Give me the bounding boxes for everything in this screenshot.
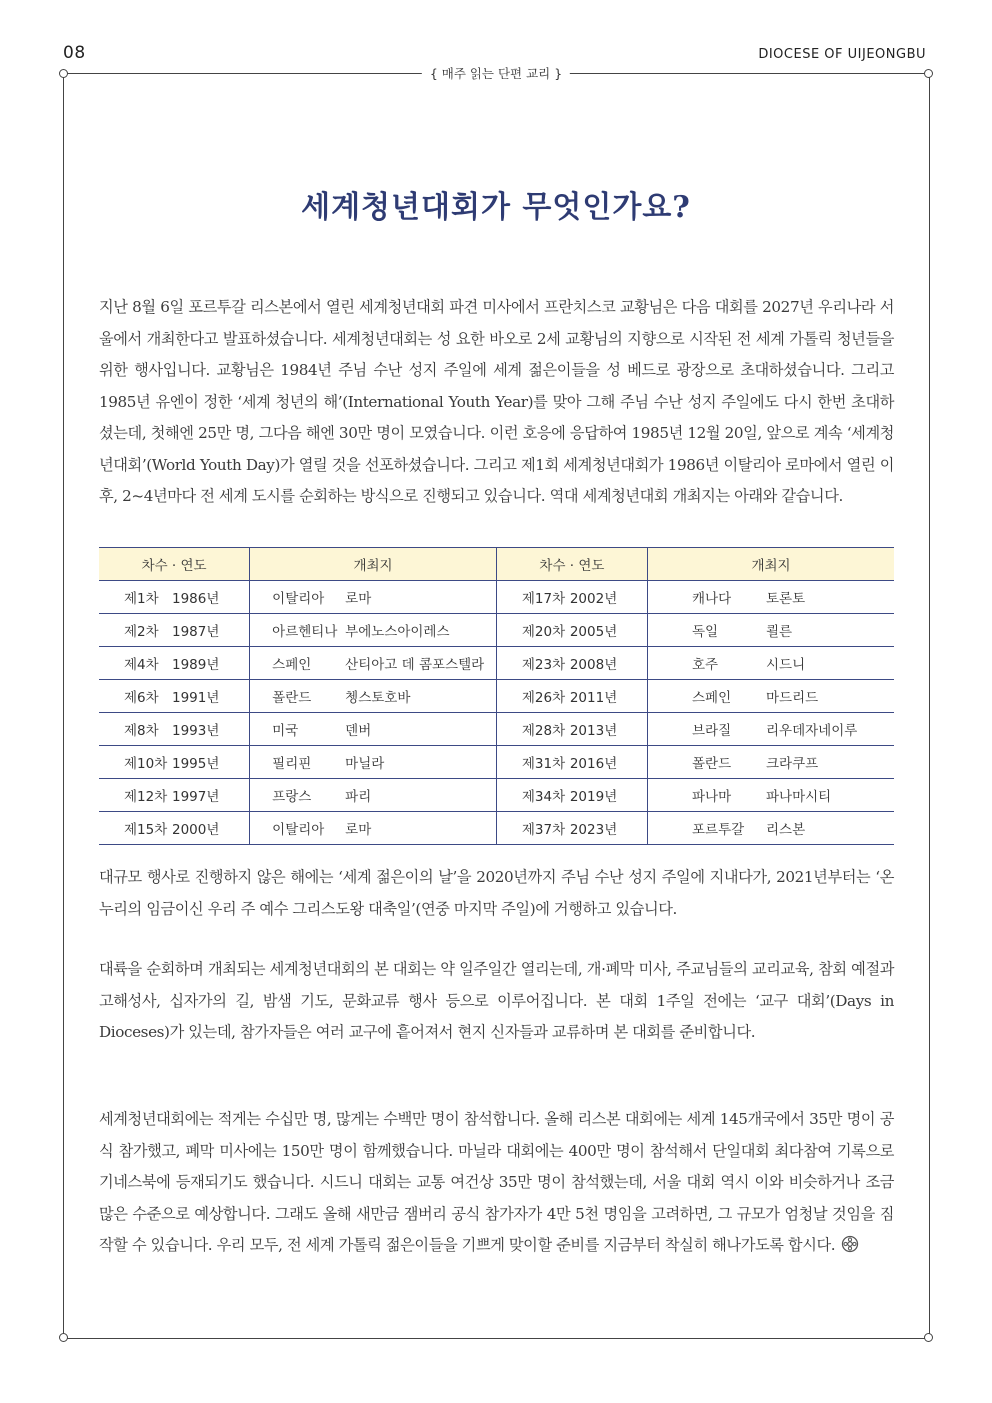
section-label: { 매주 읽는 단편 교리 } [422, 64, 570, 82]
edition-year: 1986년 [172, 591, 220, 607]
venue-city-2: 크라쿠프 [766, 756, 819, 772]
venue-country: 이탈리아 [272, 822, 325, 838]
venue-country-2: 호주 [692, 657, 719, 673]
edition-number: 제1차 [124, 591, 159, 607]
edition-number-2: 제34차 [521, 789, 566, 805]
venue-city-2: 토론토 [766, 591, 806, 607]
edition-number-2: 제20차 [521, 624, 566, 640]
table-row [99, 812, 894, 845]
edition-cell-2 [496, 812, 647, 845]
frame-corner-tr [924, 69, 933, 78]
paragraph-attendance [99, 1104, 894, 1265]
venue-country: 필리핀 [272, 756, 312, 772]
venue-city: 부에노스아이레스 [345, 624, 450, 640]
venue-country: 미국 [272, 723, 299, 739]
header-venue-2: 개최지 [648, 548, 894, 581]
edition-cell-2 [496, 680, 647, 713]
edition-cell [99, 746, 250, 779]
edition-year-2: 2011년 [569, 690, 618, 706]
article-title: 세계청년대회가 무엇인가요? [301, 190, 691, 225]
edition-number: 제12차 [124, 789, 168, 805]
paragraph-program: 대륙을 순회하며 개최되는 세계청년대회의 본 대회는 약 일주일간 열리는데, 개·폐막 미사, 주교님들의 교리교육, 참회 예절과 고해성사, 십자가의 길, 밤샘 기도, 문화교류 행사 등으로 이루어집니다. 본 대회 1주일 전에는 ‘교구 대회’(Days in Dioceses)가 있는데, 참가자들은 여러 교구에 흩어져서 현지 신자들과 교류하며 본 대회를 준비합니다. [99, 960, 894, 1041]
venue-city-2: 리우데자네이루 [766, 723, 858, 739]
edition-number: 제15차 [124, 822, 168, 838]
venue-cell [250, 779, 497, 812]
venue-city: 덴버 [345, 723, 372, 739]
header-edition-year-2: 차수 · 연도 [496, 548, 647, 581]
edition-number: 제8차 [124, 723, 159, 739]
edition-year-2: 2008년 [569, 657, 618, 673]
edition-year: 1995년 [172, 756, 220, 772]
venue-country-2: 캐나다 [692, 591, 732, 607]
venue-cell [250, 746, 497, 779]
page-number: 08 [63, 43, 86, 63]
frame-corner-tl [59, 69, 68, 78]
edition-cell [99, 812, 250, 845]
end-mark-icon [841, 1233, 859, 1265]
venue-city: 로마 [345, 591, 372, 607]
venue-city-2: 마드리드 [766, 690, 819, 706]
table-row [99, 647, 894, 680]
venue-country: 폴란드 [272, 690, 312, 706]
venue-country: 이탈리아 [272, 591, 325, 607]
edition-number: 제2차 [124, 624, 159, 640]
venue-country: 아르헨티나 [272, 624, 338, 640]
edition-cell-2 [496, 647, 647, 680]
edition-year: 1989년 [172, 657, 220, 673]
venue-cell-2 [648, 746, 894, 779]
edition-cell [99, 779, 250, 812]
edition-cell [99, 581, 250, 614]
edition-number-2: 제26차 [521, 690, 566, 706]
edition-year: 1993년 [172, 723, 220, 739]
table-row [99, 746, 894, 779]
edition-cell [99, 647, 250, 680]
edition-cell [99, 713, 250, 746]
edition-cell-2 [496, 746, 647, 779]
edition-number-2: 제17차 [521, 591, 566, 607]
edition-year-2: 2023년 [569, 822, 618, 838]
edition-number: 제10차 [124, 756, 168, 772]
edition-year: 1991년 [172, 690, 220, 706]
edition-number-2: 제37차 [521, 822, 566, 838]
venue-country-2: 브라질 [692, 723, 732, 739]
edition-number: 제6차 [124, 690, 159, 706]
table-row [99, 779, 894, 812]
venue-city-2: 리스본 [766, 822, 806, 838]
venue-country: 프랑스 [272, 789, 312, 805]
venue-cell-2 [648, 614, 894, 647]
venue-city: 파리 [345, 789, 372, 805]
frame-corner-br [924, 1333, 933, 1342]
venue-cell-2 [648, 680, 894, 713]
publication-name: DIOCESE OF UIJEONGBU [758, 47, 926, 62]
venue-cell [250, 647, 497, 680]
edition-year-2: 2019년 [569, 789, 618, 805]
venue-cell [250, 581, 497, 614]
edition-number-2: 제31차 [521, 756, 566, 772]
table-row [99, 680, 894, 713]
venue-city-2: 시드니 [766, 657, 806, 673]
venue-country-2: 파나마 [692, 789, 732, 805]
venue-cell [250, 680, 497, 713]
table-row [99, 713, 894, 746]
venue-city: 로마 [345, 822, 372, 838]
venue-country: 스페인 [272, 657, 312, 673]
venue-city: 마닐라 [345, 756, 385, 772]
venue-cell-2 [648, 779, 894, 812]
venues-table [99, 547, 894, 845]
table-row [99, 614, 894, 647]
edition-cell-2 [496, 713, 647, 746]
header-edition-year: 차수 · 연도 [99, 548, 250, 581]
venue-cell [250, 713, 497, 746]
venue-cell [250, 812, 497, 845]
venue-city-2: 파나마시티 [766, 789, 832, 805]
venue-cell [250, 614, 497, 647]
venue-city-2: 쾰른 [766, 624, 793, 640]
edition-cell-2 [496, 779, 647, 812]
paragraph-attendance-text: 세계청년대회에는 적게는 수십만 명, 많게는 수백만 명이 참석합니다. 올해 리스본 대회에는 세계 145개국에서 35만 명이 공식 참가했고, 폐막 미사에는 150만 명이 함께했습니다. 마닐라 대회에는 400만 명이 참석해서 단일대회 최다참여 기록으로 기네스북에 등재되기도 했습니다. 시드니 대회는 교통 여건상 35만 명이 참석했는데, 서울 대회 역시 이와 비슷하거나 조금 많은 수준으로 예상합니다. 그래도 올해 새만금 잼버리 공식 참가자가 4만 5천 명임을 고려하면, 그 규모가 엄청날 것임을 짐작할 수 있습니다. 우리 모두, 전 세계 가톨릭 젊은이들을 기쁘게 맞이할 준비를 지금부터 착실히 해나가도록 합시다. [99, 1110, 894, 1254]
venue-country-2: 폴란드 [692, 756, 732, 772]
venue-country-2: 포르투갈 [692, 822, 745, 838]
table-row [99, 581, 894, 614]
venue-country-2: 독일 [692, 624, 719, 640]
frame-corner-bl [59, 1333, 68, 1342]
venue-city: 산티아고 데 콤포스텔라 [345, 657, 485, 673]
edition-year: 1987년 [172, 624, 220, 640]
venue-cell-2 [648, 647, 894, 680]
paragraph-intro: 지난 8월 6일 포르투갈 리스본에서 열린 세계청년대회 파견 미사에서 프란치스코 교황님은 다음 대회를 2027년 우리나라 서울에서 개최한다고 발표하셨습니다. 세계청년대회는 성 요한 바오로 2세 교황님의 지향으로 시작된 전 세계 가톨릭 청년들을 위한 행사입니다. 교황님은 1984년 주님 수난 성지 주일에 세계 젊은이들을 성 베드로 광장으로 초대하셨습니다. 그리고 1985년 유엔이 정한 ‘세계 청년의 해’(International Youth Year)를 맞아 그해 주님 수난 성지 주일에도 다시 한번 초대하셨는데, 첫해엔 25만 명, 그다음 해엔 30만 명이 모였습니다. 이런 호응에 응답하여 1985년 12월 20일, 앞으로 계속 ‘세계청년대회’(World Youth Day)가 열릴 것을 선포하셨습니다. 그리고 제1회 세계청년대회가 1986년 이탈리아 로마에서 열린 이후, 2~4년마다 전 세계 도시를 순회하는 방식으로 진행되고 있습니다. 역대 세계청년대회 개최지는 아래와 같습니다. [99, 298, 894, 505]
paragraph-youth-day: 대규모 행사로 진행하지 않은 해에는 ‘세계 젊은이의 날’을 2020년까지 주님 수난 성지 주일에 지내다가, 2021년부터는 ‘온 누리의 임금이신 우리 주 예수 그리스도왕 대축일’(연중 마지막 주일)에 거행하고 있습니다. [99, 868, 894, 918]
venue-city: 쳉스토호바 [345, 690, 411, 706]
venue-cell-2 [648, 713, 894, 746]
edition-cell [99, 614, 250, 647]
edition-year-2: 2016년 [569, 756, 618, 772]
table-header-row [99, 548, 894, 581]
edition-year-2: 2002년 [569, 591, 618, 607]
venue-cell-2 [648, 581, 894, 614]
edition-year: 2000년 [172, 822, 220, 838]
venue-cell-2 [648, 812, 894, 845]
header-venue: 개최지 [250, 548, 497, 581]
edition-number: 제4차 [124, 657, 159, 673]
edition-cell-2 [496, 581, 647, 614]
edition-number-2: 제23차 [521, 657, 566, 673]
edition-year-2: 2005년 [569, 624, 618, 640]
edition-year-2: 2013년 [569, 723, 618, 739]
edition-year: 1997년 [172, 789, 220, 805]
edition-number-2: 제28차 [521, 723, 566, 739]
edition-cell [99, 680, 250, 713]
venue-country-2: 스페인 [692, 690, 732, 706]
edition-cell-2 [496, 614, 647, 647]
